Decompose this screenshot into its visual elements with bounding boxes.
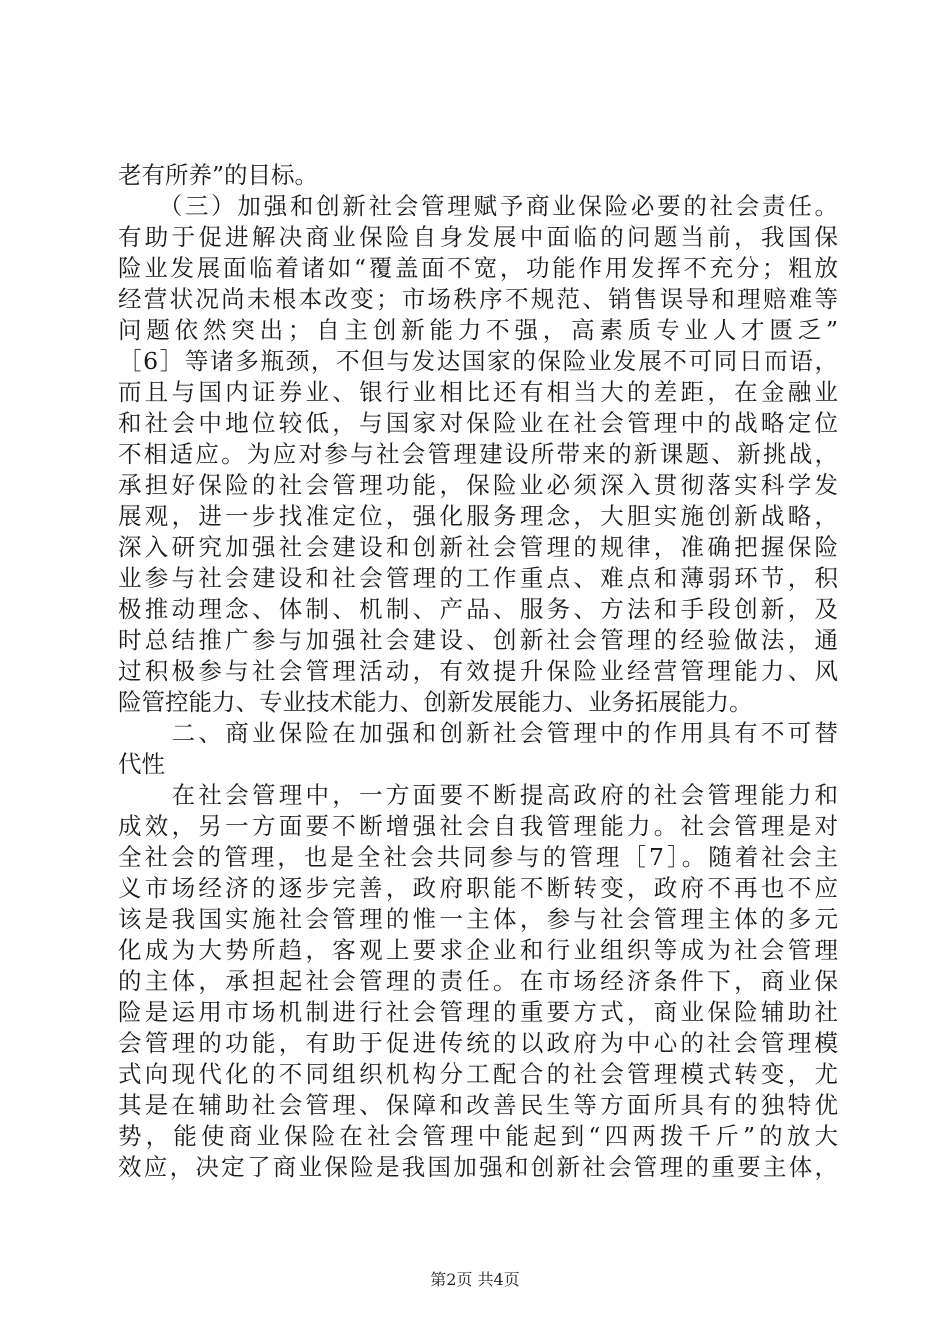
text-line: 在社会管理中，一方面要不断提高政府的社会管理能力和 [118, 781, 838, 809]
text-line: 承担好保险的社会管理功能，保险业必须深入贯彻落实科学发 [118, 471, 838, 499]
text-line: 而且与国内证券业、银行业相比还有相当大的差距，在金融业 [118, 378, 838, 406]
text-line: 的主体，承担起社会管理的责任。在市场经济条件下，商业保 [118, 967, 838, 995]
text-line: 式向现代化的不同组织机构分工配合的社会管理模式转变，尤 [118, 1060, 838, 1088]
text-line: 经营状况尚未根本改变；市场秩序不规范、销售误导和理赔难等 [118, 285, 838, 313]
text-line: 势，能使商业保险在社会管理中能起到“四两拨千斤”的放大 [118, 1122, 838, 1150]
text-line: 业参与社会建设和社会管理的工作重点、难点和薄弱环节，积 [118, 564, 838, 592]
text-line: 会管理的功能，有助于促进传统的以政府为中心的社会管理模 [118, 1029, 838, 1057]
text-line: 险管控能力、专业技术能力、创新发展能力、业务拓展能力。 [118, 688, 753, 716]
text-line: 成效，另一方面要不断增强社会自我管理能力。社会管理是对 [118, 812, 838, 840]
text-line: 极推动理念、体制、机制、产品、服务、方法和手段创新，及 [118, 595, 838, 623]
document-body [118, 160, 838, 1183]
text-line: 老有所养”的目标。 [118, 161, 319, 189]
text-line: 险是运用市场机制进行社会管理的重要方式，商业保险辅助社 [118, 998, 838, 1026]
text-line: （三）加强和创新社会管理赋予商业保险必要的社会责任。 [118, 192, 838, 220]
text-line: 和社会中地位较低，与国家对保险业在社会管理中的战略定位 [118, 409, 838, 437]
text-line: 展观，进一步找准定位，强化服务理念，大胆实施创新战略， [118, 502, 838, 530]
text-line: 有助于促进解决商业保险自身发展中面临的问题当前，我国保 [118, 223, 838, 251]
text-line: ［6］等诸多瓶颈，不但与发达国家的保险业发展不可同日而语， [118, 347, 838, 375]
page-number-footer: 第2页 共4页 [430, 1270, 520, 1289]
text-line: 问题依然突出；自主创新能力不强，高素质专业人才匮乏” [118, 316, 838, 344]
text-line: 时总结推广参与加强社会建设、创新社会管理的经验做法，通 [118, 626, 838, 654]
text-line: 义市场经济的逐步完善，政府职能不断转变，政府不再也不应 [118, 874, 838, 902]
text-line: 其是在辅助社会管理、保障和改善民生等方面所具有的独特优 [118, 1091, 838, 1119]
section-heading-line: 二、商业保险在加强和创新社会管理中的作用具有不可替 [118, 719, 838, 747]
text-line: 效应，决定了商业保险是我国加强和创新社会管理的重要主体， [118, 1153, 838, 1181]
text-line: 该是我国实施社会管理的惟一主体，参与社会管理主体的多元 [118, 905, 838, 933]
section-heading-line: 代性 [118, 750, 165, 778]
text-line: 全社会的管理，也是全社会共同参与的管理［7］。随着社会主 [118, 843, 838, 871]
text-line: 化成为大势所趋，客观上要求企业和行业组织等成为社会管理 [118, 936, 838, 964]
text-line: 不相适应。为应对参与社会管理建设所带来的新课题、新挑战， [118, 440, 838, 468]
text-line: 险业发展面临着诸如“覆盖面不宽，功能作用发挥不充分；粗放 [118, 254, 838, 282]
text-line: 过积极参与社会管理活动，有效提升保险业经营管理能力、风 [118, 657, 838, 685]
text-line: 深入研究加强社会建设和创新社会管理的规律，准确把握保险 [118, 533, 838, 561]
